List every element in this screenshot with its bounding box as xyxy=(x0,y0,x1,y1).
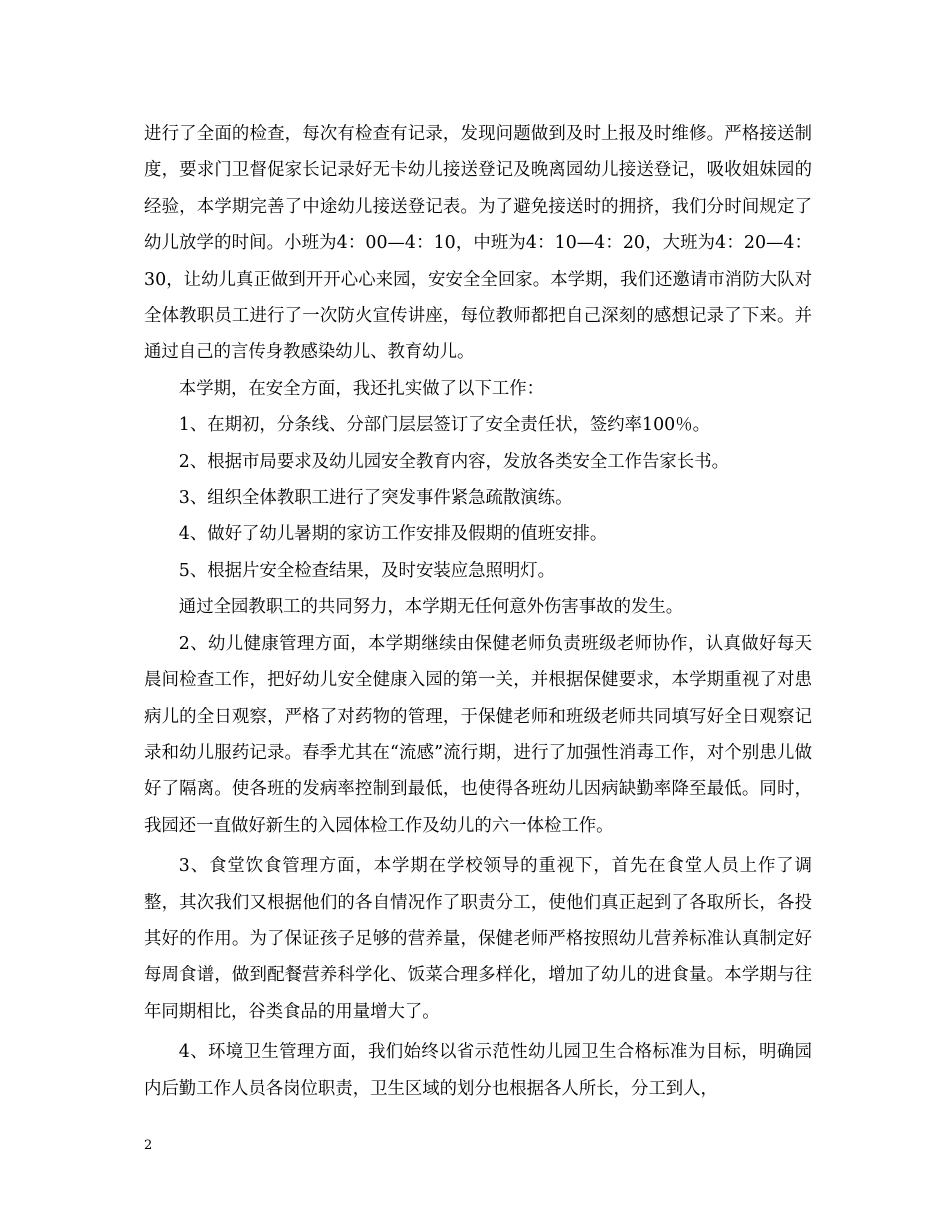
list-item-evacuation-drill: 3、组织全体教职工进行了突发事件紧急疏散演练。 xyxy=(178,488,573,509)
list-item-emergency-light: 5、根据片安全检查结果，及时安装应急照明灯。 xyxy=(178,560,556,581)
paragraph-safety-continued: 进行了全面的检查，每次有检查有记录，发现问题做到及时上报及时维修。严格接送制度，要求门卫督促家长记录好无卡幼儿接送登记及晚离园幼儿接送登记，吸收姐妹园的经验，本学期完善了中途幼儿接送登记表。为了避免接送时的拥挤，我们分时间规定了幼儿放学的时间。小班为4：00—4：10，中班为4：10—4：20，大班为4：20—4：30，让幼儿真正做到开开心心来园，安安全全回家。本学期，我们还邀请市消防大队对全体教职员工进行了一次防火宣传讲座，每位教师都把自己深刻的感想记录了下来。并通过自己的言传身教感染幼儿、教育幼儿。 xyxy=(144,124,812,363)
list-item-home-visit: 4、做好了幼儿暑期的家访工作安排及假期的值班安排。 xyxy=(178,524,608,545)
paragraph-safety-intro: 本学期，在安全方面，我还扎实做了以下工作： xyxy=(178,378,545,399)
paragraph-canteen-management: 3、食堂饮食管理方面，本学期在学校领导的重视下，首先在食堂人员上作了调整，其次我们又根据他们的各自情况作了职责分工，使他们真正起到了各取所长，各投其好的作用。为了保证孩子足够的营养量，保健老师严格按照幼儿营养标准认真制定好每周食谱，做到配餐营养科学化、饭菜合理多样化，增加了幼儿的进食量。本学期与往年同期相比，谷类食品的用量增大了。 xyxy=(144,856,812,1022)
document-body xyxy=(144,116,812,1107)
list-item-responsibility: 1、在期初，分条线、分部门层层签订了安全责任状，签约率100％。 xyxy=(178,415,710,436)
paragraph-environment-hygiene: 4、环境卫生管理方面，我们始终以省示范性幼儿园卫生合格标准为目标，明确园内后勤工作人员各岗位职责，卫生区域的划分也根据各人所长，分工到人， xyxy=(144,1042,812,1099)
page-number: 2 xyxy=(144,1138,153,1153)
paragraph-health-management: 2、幼儿健康管理方面，本学期继续由保健老师负责班级老师协作，认真做好每天晨间检查工作，把好幼儿安全健康入园的第一关，并根据保健要求，本学期重视了对患病儿的全日观察，严格了对药物的管理，于保健老师和班级老师共同填写好全日观察记录和幼儿服药记录。春季尤其在“流感”流行期，进行了加强性消毒工作，对个别患儿做好了隔离。使各班的发病率控制到最低，也使得各班幼儿因病缺勤率降至最低。同时，我园还一直做好新生的入园体检工作及幼儿的六一体检工作。 xyxy=(144,633,812,836)
paragraph-safety-summary: 通过全园教职工的共同努力，本学期无任何意外伤害事故的发生。 xyxy=(178,597,684,618)
list-item-parent-letter: 2、根据市局要求及幼儿园安全教育内容，发放各类安全工作告家长书。 xyxy=(178,451,729,472)
